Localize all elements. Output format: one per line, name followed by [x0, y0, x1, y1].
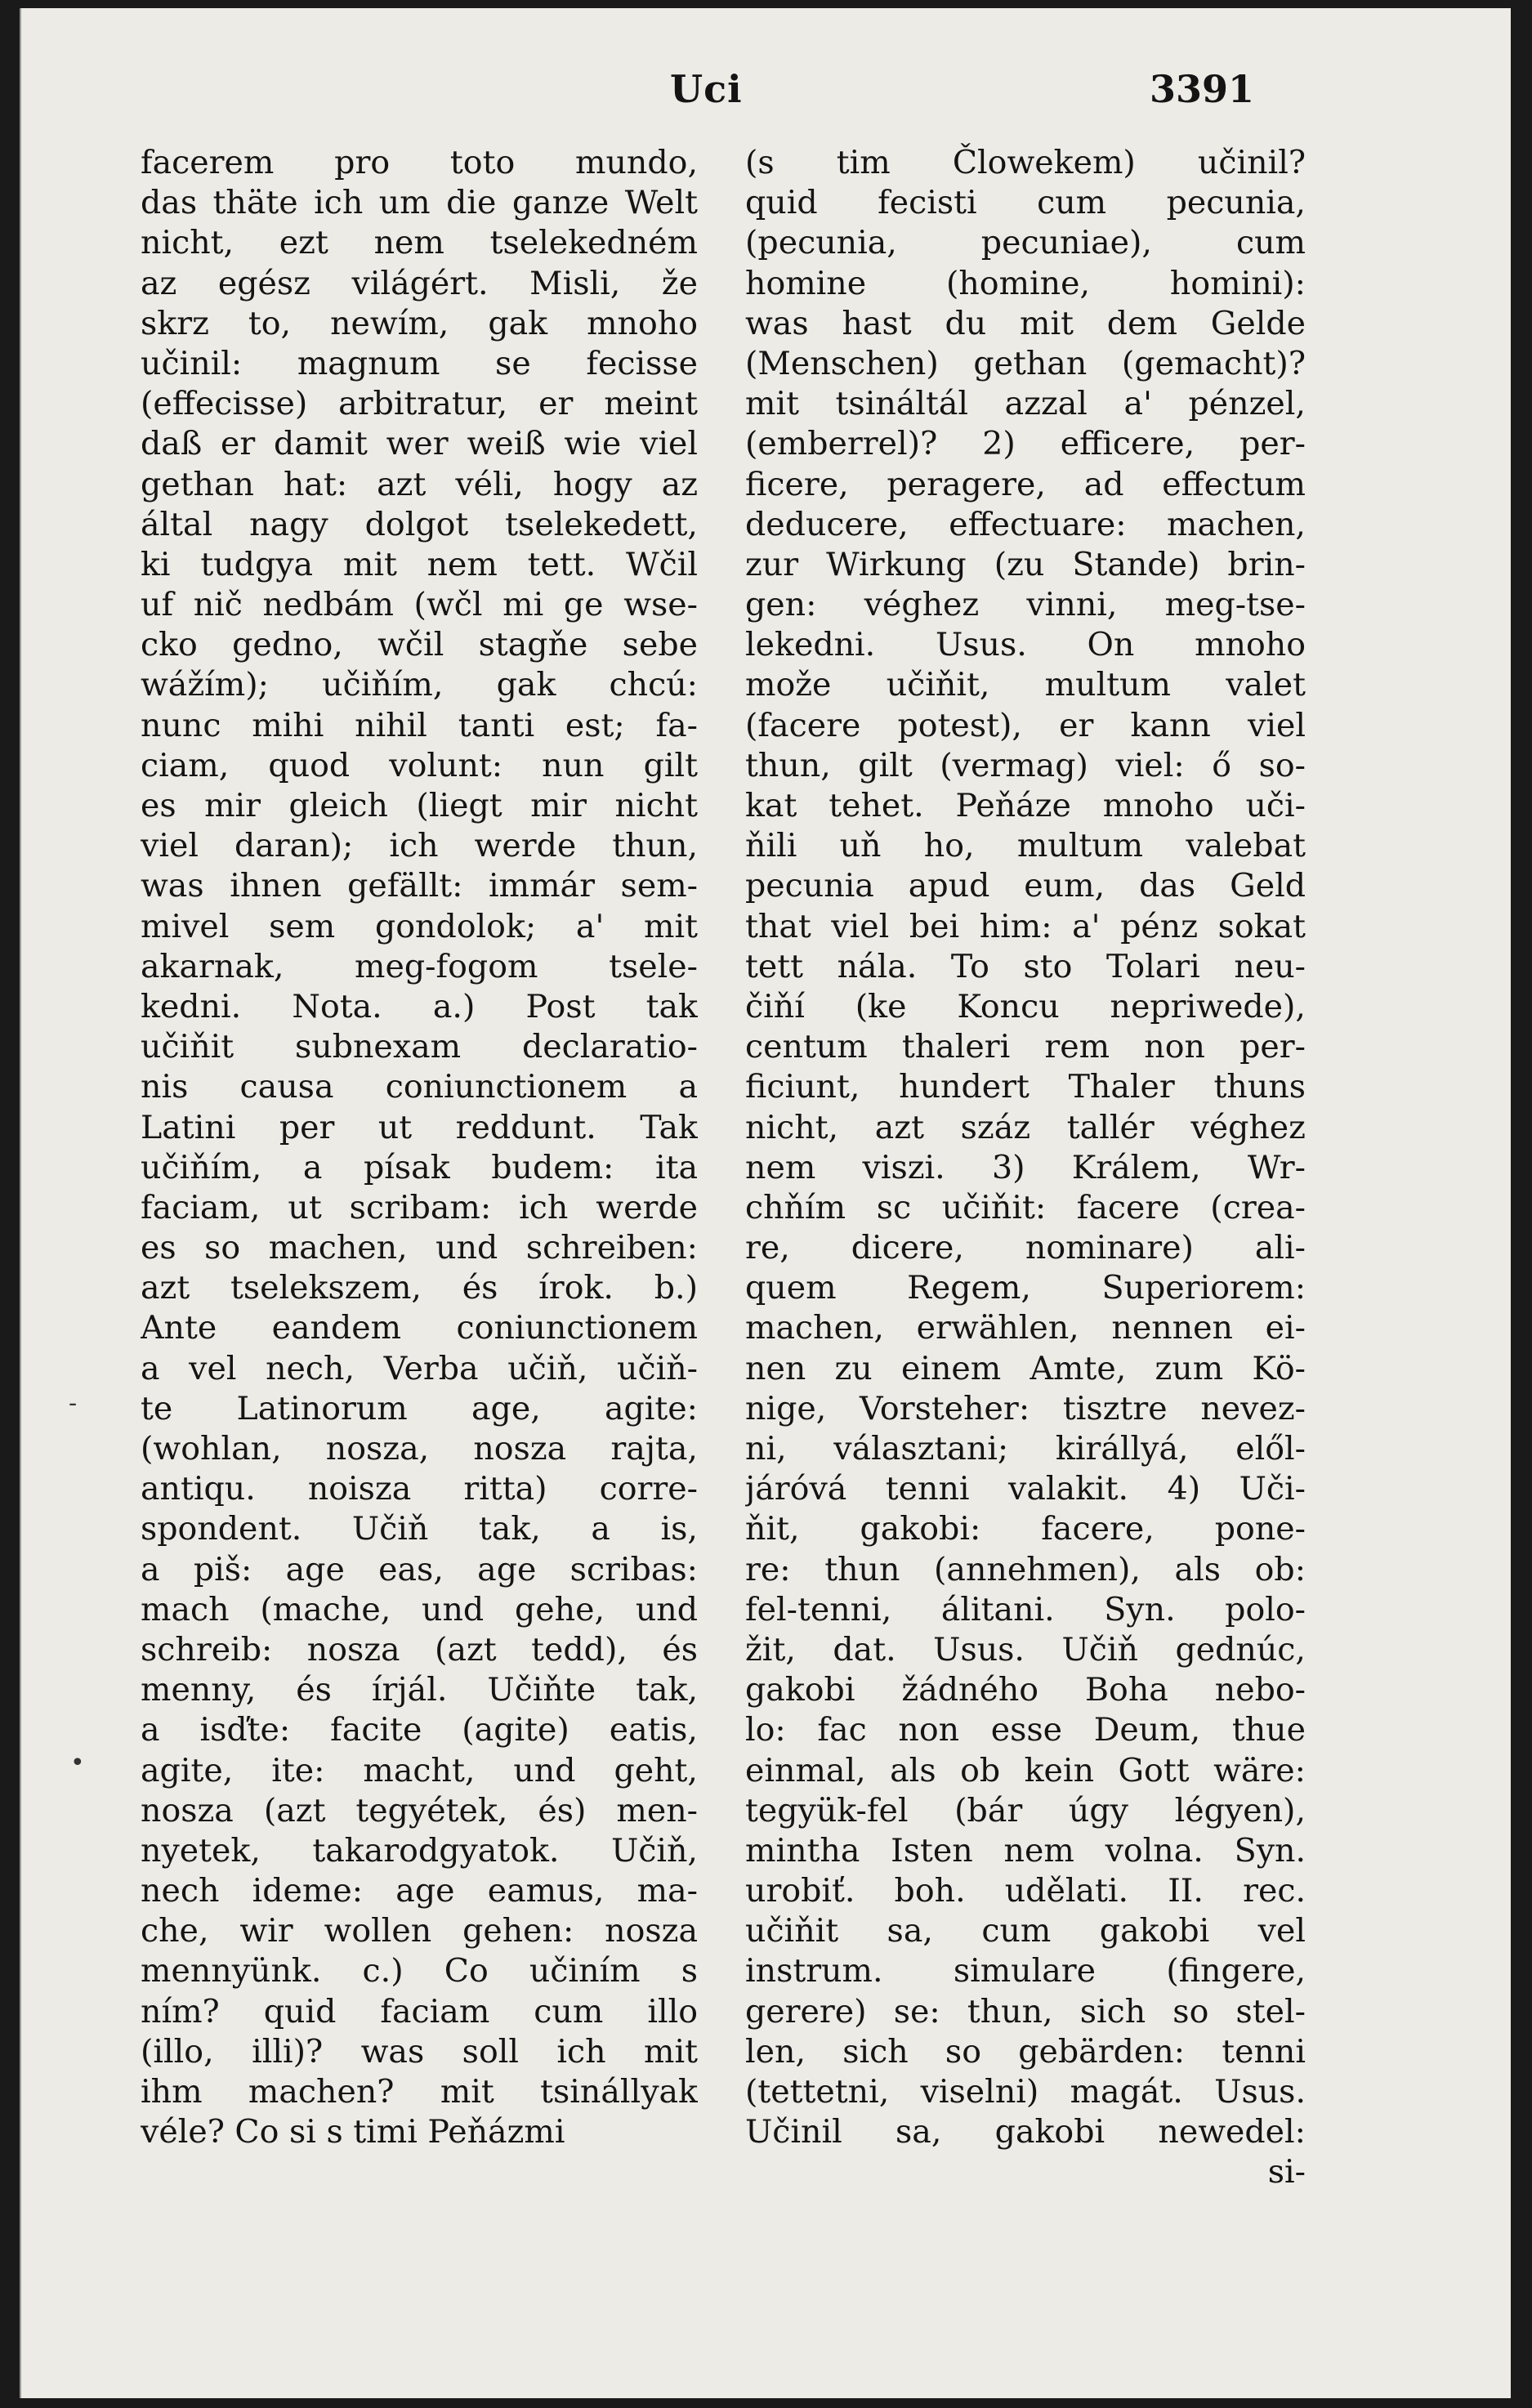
left-column-line: véle? Co si s timi Peňázmi [141, 2113, 565, 2151]
right-column-line: re, dicere, nominare) ali- [745, 1229, 1306, 1267]
margin-dot-mark: • [70, 1749, 85, 1777]
right-column-line: kat tehet. Peňáze mnoho uči- [745, 787, 1306, 824]
right-column-line: deducere, effectuare: machen, [745, 505, 1306, 543]
left-column-line: was ihnen gefällt: immár sem- [141, 867, 698, 905]
left-column-line: ki tudgya mit nem tett. Wčil [141, 545, 698, 583]
right-column-line: urobiť. boh. udělati. II. rec. [745, 1872, 1306, 1910]
right-column-line: chňím sc učiňit: facere (crea- [745, 1188, 1306, 1226]
left-column-line: gethan hat: azt véli, hogy az [141, 465, 698, 503]
right-column-line: thun, gilt (vermag) viel: ő so- [745, 746, 1306, 784]
right-column-line: gakobi žádného Boha nebo- [745, 1671, 1306, 1709]
left-column-line: ním? quid faciam cum illo [141, 1992, 698, 2030]
right-column-line: quem Regem, Superiorem: [745, 1269, 1306, 1307]
left-column-line: (wohlan, nosza, nosza rajta, [141, 1430, 698, 1468]
left-column-line: wážím); učiňím, gak chcú: [141, 666, 698, 704]
right-column-line: nige, Vorsteher: tisztre nevez- [745, 1389, 1306, 1427]
right-column-line: that viel bei him: a' pénz sokat [745, 907, 1306, 945]
left-column-line: a vel nech, Verba učiň, učiň- [141, 1349, 698, 1387]
right-column-line: ni, választani; királlyá, elől- [745, 1430, 1306, 1468]
right-column-line: (Menschen) gethan (gemacht)? [745, 344, 1306, 382]
left-column-line: nicht, ezt nem tselekedném [141, 224, 698, 262]
left-column-line: faciam, ut scribam: ich werde [141, 1188, 698, 1226]
page-number: 3391 [1150, 67, 1255, 111]
left-column-line: spondent. Učiň tak, a is, [141, 1510, 698, 1548]
left-column-line: che, wir wollen gehen: nosza [141, 1912, 698, 1950]
right-column-line: re: thun (annehmen), als ob: [745, 1550, 1306, 1588]
left-column-line: es so machen, und schreiben: [141, 1229, 698, 1267]
left-column [141, 143, 698, 2152]
left-column-line: nech ideme: age eamus, ma- [141, 1872, 698, 1910]
left-column-line: cko gedno, wčil stagňe sebe [141, 626, 698, 664]
left-column-line: (illo, illi)? was soll ich mit [141, 2032, 698, 2071]
left-column-line: uf nič nedbám (wčl mi ge wse- [141, 586, 698, 624]
margin-dash-mark: - [69, 1389, 78, 1418]
right-column-line: Učinil sa, gakobi newedel: [745, 2113, 1306, 2151]
right-column-line: quid fecisti cum pecunia, [745, 184, 1306, 222]
left-column-line: nosza (azt tegyétek, és) men- [141, 1791, 698, 1829]
right-column-line: fel-tenni, álitani. Syn. polo- [745, 1590, 1306, 1628]
right-column-line: ňili uň ho, multum valebat [745, 827, 1306, 865]
right-column-line: žit, dat. Usus. Učiň gednúc, [745, 1630, 1306, 1669]
right-column-line: einmal, als ob kein Gott wäre: [745, 1751, 1306, 1789]
dictionary-page [20, 8, 1511, 2398]
right-column-line: ňit, gakobi: facere, pone- [745, 1510, 1306, 1548]
left-column-line: Ante eandem coniunctionem [141, 1309, 698, 1347]
left-column-line: facerem pro toto mundo, [141, 144, 698, 181]
right-column-line: pecunia apud eum, das Geld [745, 867, 1306, 905]
left-column-line: mivel sem gondolok; a' mit [141, 907, 698, 945]
left-column-line: kedni. Nota. a.) Post tak [141, 987, 698, 1025]
left-column-line: által nagy dolgot tselekedett, [141, 505, 698, 543]
right-column-line: tett nála. To sto Tolari neu- [745, 947, 1306, 985]
right-column-line: čiňí (ke Koncu nepriwede), [745, 987, 1306, 1025]
right-column-line: (pecunia, pecuniae), cum [745, 224, 1306, 262]
right-column-line: ficiunt, hundert Thaler thuns [745, 1068, 1306, 1106]
right-column-line: nen zu einem Amte, zum Kö- [745, 1349, 1306, 1387]
right-column-line: centum thaleri rem non per- [745, 1028, 1306, 1066]
left-column-line: mennyünk. c.) Co učiním s [141, 1952, 698, 1990]
left-column-line: nunc mihi nihil tanti est; fa- [141, 706, 698, 744]
right-column-line: ficere, peragere, ad effectum [745, 465, 1306, 503]
left-column-line: a piš: age eas, age scribas: [141, 1550, 698, 1588]
left-column-line: te Latinorum age, agite: [141, 1389, 698, 1427]
left-column-line: ciam, quod volunt: nun gilt [141, 746, 698, 784]
right-column-line: lo: fac non esse Deum, thue [745, 1711, 1306, 1749]
right-column-line: (facere potest), er kann viel [745, 706, 1306, 744]
right-column-line: mintha Isten nem volna. Syn. [745, 1831, 1306, 1870]
right-column-line: instrum. simulare (fingere, [745, 1952, 1306, 1990]
left-column-line: nyetek, takarodgyatok. Učiň, [141, 1831, 698, 1870]
left-column-line: (effecisse) arbitratur, er meint [141, 385, 698, 423]
right-column-line: homine (homine, homini): [745, 264, 1306, 302]
right-column-line: lekedni. Usus. On mnoho [745, 626, 1306, 664]
left-column-line: učiňit subnexam declaratio- [141, 1028, 698, 1066]
running-headword: Uci [670, 67, 743, 111]
right-column-line: nicht, azt száz tallér véghez [745, 1108, 1306, 1146]
page-edge [20, 8, 21, 2398]
right-column-line: gerere) se: thun, sich so stel- [745, 1992, 1306, 2030]
left-column-line: az egész világért. Misli, že [141, 264, 698, 302]
left-column-line: das thäte ich um die ganze Welt [141, 184, 698, 222]
left-column-line: menny, és írjál. Učiňte tak, [141, 1671, 698, 1709]
left-column-line: nis causa coniunctionem a [141, 1068, 698, 1106]
right-column-line: nem viszi. 3) Králem, Wr- [745, 1148, 1306, 1186]
left-column-line: akarnak, meg-fogom tsele- [141, 947, 698, 985]
right-column-line: len, sich so gebärden: tenni [745, 2032, 1306, 2071]
right-column-line: zur Wirkung (zu Stande) brin- [745, 545, 1306, 583]
left-column-line: daß er damit wer weiß wie viel [141, 425, 698, 463]
right-column [745, 143, 1306, 2193]
left-column-line: schreib: nosza (azt tedd), és [141, 1630, 698, 1669]
left-column-line: skrz to, newím, gak mnoho [141, 304, 698, 342]
right-column-line: tegyük-fel (bár úgy légyen), [745, 1791, 1306, 1829]
right-column-line: učiňit sa, cum gakobi vel [745, 1912, 1306, 1950]
left-column-line: azt tselekszem, és írok. b.) [141, 1269, 698, 1307]
right-column-line: machen, erwählen, nennen ei- [745, 1309, 1306, 1347]
right-column-line: mit tsináltál azzal a' pénzel, [745, 385, 1306, 423]
left-column-line: es mir gleich (liegt mir nicht [141, 787, 698, 824]
right-column-line: (emberrel)? 2) efficere, per- [745, 425, 1306, 463]
left-column-line: agite, ite: macht, und geht, [141, 1751, 698, 1789]
left-column-line: ihm machen? mit tsinállyak [141, 2073, 698, 2111]
right-column-line: (tettetni, viselni) magát. Usus. [745, 2073, 1306, 2111]
left-column-line: učinil: magnum se fecisse [141, 344, 698, 382]
right-column-line: járóvá tenni valakit. 4) Uči- [745, 1470, 1306, 1508]
left-column-line: viel daran); ich werde thun, [141, 827, 698, 865]
right-column-line: was hast du mit dem Gelde [745, 304, 1306, 342]
left-column-line: a isďte: facite (agite) eatis, [141, 1711, 698, 1749]
right-column-line: si- [1267, 2153, 1306, 2191]
left-column-line: antiqu. noisza ritta) corre- [141, 1470, 698, 1508]
left-column-line: mach (mache, und gehe, und [141, 1590, 698, 1628]
right-column-line: može učiňit, multum valet [745, 666, 1306, 704]
right-column-line: gen: véghez vinni, meg-tse- [745, 586, 1306, 624]
left-column-line: Latini per ut reddunt. Tak [141, 1108, 698, 1146]
right-column-line: (s tim Člowekem) učinil? [745, 144, 1306, 181]
left-column-line: učiňím, a písak budem: ita [141, 1148, 698, 1186]
